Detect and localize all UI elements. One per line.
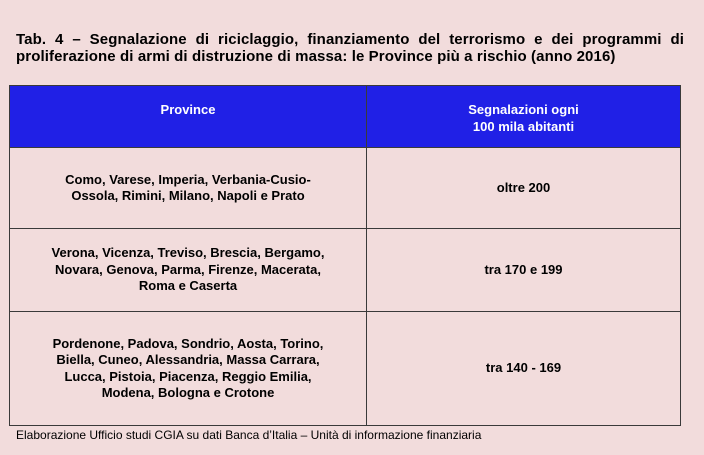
header-segnalazioni-line-1: Segnalazioni ogni — [468, 102, 579, 117]
segnalazioni-value: tra 170 e 199 — [484, 261, 563, 277]
segnalazioni-cell — [367, 148, 681, 229]
table-title: Tab. 4 – Segnalazione di riciclaggio, finanziamento del terrorismo e dei programmi di proliferazione di armi di distruzione di massa: le Province più a rischio (anno 2016) — [16, 31, 684, 65]
table-row — [10, 312, 681, 426]
header-province — [10, 86, 367, 148]
province-text-line: Pordenone, Padova, Sondrio, Aosta, Torino, — [52, 335, 324, 351]
header-segnalazioni-line-2: 100 mila abitanti — [472, 118, 575, 134]
segnalazioni-value: oltre 200 — [496, 179, 551, 195]
segnalazioni-cell — [367, 312, 681, 426]
province-text-line: Como, Varese, Imperia, Verbania-Cusio- — [65, 171, 311, 187]
province-text-line: Novara, Genova, Parma, Firenze, Macerata, — [55, 261, 321, 277]
segnalazioni-cell — [367, 229, 681, 312]
province-text-line: Ossola, Rimini, Milano, Napoli e Prato — [71, 188, 305, 203]
source-note: Elaborazione Ufficio studi CGIA su dati Banca d’Italia – Unità di informazione finanziaria — [16, 428, 482, 442]
header-province-label: Province — [160, 102, 216, 117]
province-cell — [10, 148, 367, 229]
province-text-line: Modena, Bologna e Crotone — [101, 385, 275, 400]
province-risk-table — [9, 85, 681, 426]
table-header-row — [10, 86, 681, 148]
province-text-line: Lucca, Pistoia, Piacenza, Reggio Emilia, — [64, 368, 312, 384]
province-cell — [10, 312, 367, 426]
province-text-line: Verona, Vicenza, Treviso, Brescia, Bergamo, — [51, 245, 325, 261]
table-row — [10, 148, 681, 229]
province-text-line: Biella, Cuneo, Alessandria, Massa Carrara, — [56, 352, 320, 367]
province-cell — [10, 229, 367, 312]
segnalazioni-value: tra 140 - 169 — [485, 360, 562, 376]
table-row — [10, 229, 681, 312]
header-segnalazioni — [367, 86, 681, 148]
province-text-line: Roma e Caserta — [138, 278, 238, 294]
